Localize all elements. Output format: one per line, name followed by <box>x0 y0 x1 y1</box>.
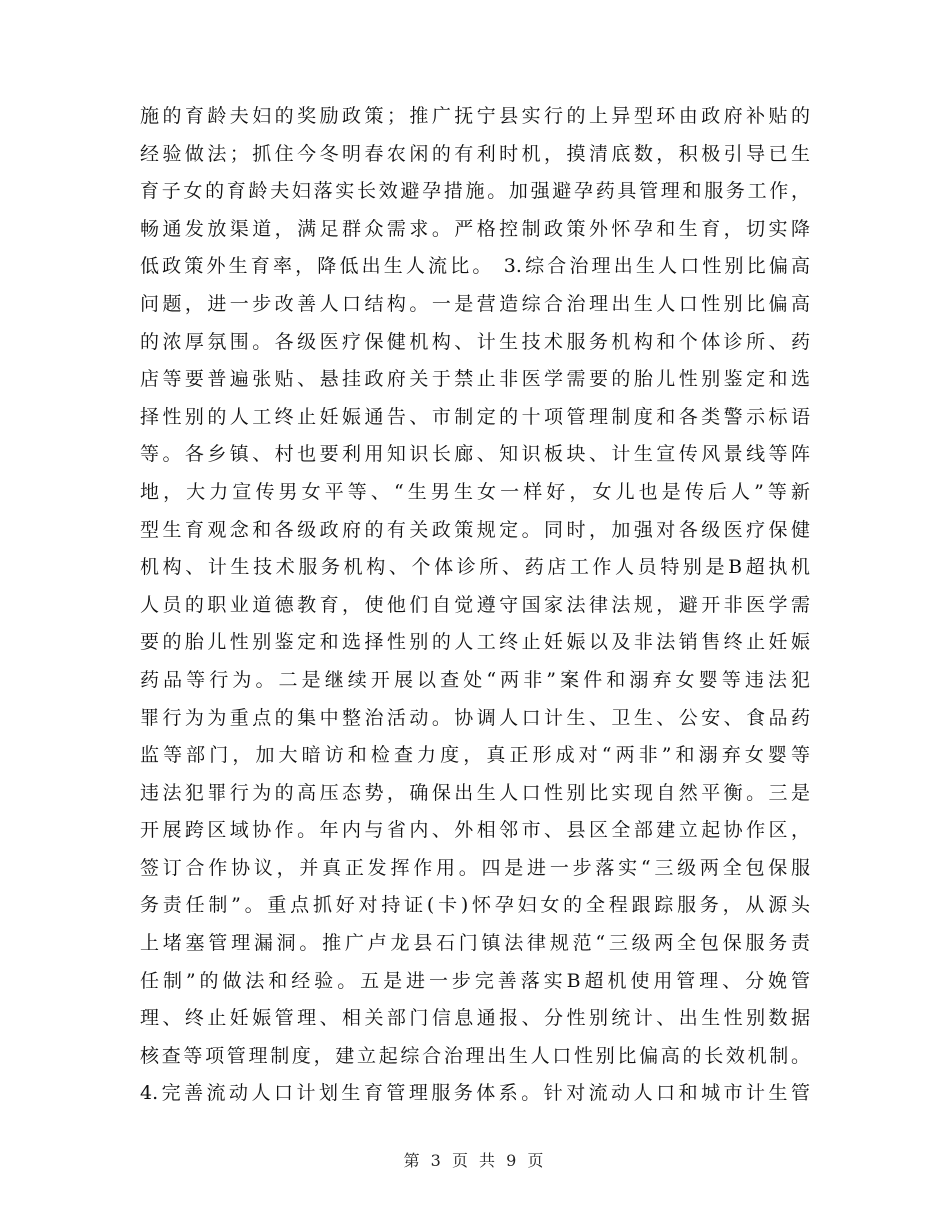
text-line: 型生育观念和各级政府的有关政策规定。同时，加强对各级医疗保健 <box>140 518 810 541</box>
text-line: 签订合作协议，并真正发挥作用。四是进一步落实“三级两全包保服 <box>140 856 810 879</box>
text-line: 店等要普遍张贴、悬挂政府关于禁止非医学需要的胎儿性别鉴定和选 <box>140 368 810 391</box>
text-line: 4.完善流动人口计划生育管理服务体系。针对流动人口和城市计生管 <box>140 1082 810 1105</box>
page-footer: 第 3 页 共 9 页 <box>403 1151 547 1170</box>
text-line: 的浓厚氛围。各级医疗保健机构、计生技术服务机构和个体诊所、药 <box>140 330 810 353</box>
text-line: 等。各乡镇、村也要利用知识长廊、知识板块、计生宣传风景线等阵 <box>140 443 810 466</box>
text-line: 开展跨区域协作。年内与省内、外相邻市、县区全部建立起协作区， <box>140 819 810 842</box>
text-line: 要的胎儿性别鉴定和选择性别的人工终止妊娠以及非法销售终止妊娠 <box>140 631 810 654</box>
text-line: 地，大力宣传男女平等、“生男生女一样好，女儿也是传后人”等新 <box>140 480 810 503</box>
text-line: 问题，进一步改善人口结构。一是营造综合治理出生人口性别比偏高 <box>140 292 810 315</box>
text-line: 人员的职业道德教育，使他们自觉遵守国家法律法规，避开非医学需 <box>140 593 810 616</box>
text-line: 理、终止妊娠管理、相关部门信息通报、分性别统计、出生性别数据 <box>140 1007 810 1030</box>
body-text <box>140 98 810 1113</box>
text-line: 经验做法；抓住今冬明春农闲的有利时机，摸清底数，积极引导已生 <box>140 142 810 165</box>
text-line: 施的育龄夫妇的奖励政策；推广抚宁县实行的上异型环由政府补贴的 <box>140 105 810 127</box>
text-line: 择性别的人工终止妊娠通告、市制定的十项管理制度和各类警示标语 <box>140 405 810 428</box>
text-line: 核查等项管理制度，建立起综合治理出生人口性别比偏高的长效机制。 <box>140 1044 810 1067</box>
text-line: 任制”的做法和经验。五是进一步完善落实B超机使用管理、分娩管 <box>140 969 810 992</box>
text-line: 育子女的育龄夫妇落实长效避孕措施。加强避孕药具管理和服务工作， <box>140 180 810 203</box>
text-line: 监等部门，加大暗访和检查力度，真正形成对“两非”和溺弃女婴等 <box>140 744 810 767</box>
text-line: 机构、计生技术服务机构、个体诊所、药店工作人员特别是B超执机 <box>140 556 810 579</box>
text-line: 上堵塞管理漏洞。推广卢龙县石门镇法律规范“三级两全包保服务责 <box>140 932 810 955</box>
text-line: 违法犯罪行为的高压态势，确保出生人口性别比实现自然平衡。三是 <box>140 781 810 804</box>
text-line: 务责任制”。重点抓好对持证(卡)怀孕妇女的全程跟踪服务，从源头 <box>140 894 810 917</box>
text-line: 畅通发放渠道，满足群众需求。严格控制政策外怀孕和生育，切实降 <box>140 217 810 240</box>
text-line: 低政策外生育率，降低出生人流比。 3.综合治理出生人口性别比偏高 <box>140 255 810 278</box>
text-line: 罪行为为重点的集中整治活动。协调人口计生、卫生、公安、食品药 <box>140 706 810 729</box>
text-line: 药品等行为。二是继续开展以查处“两非”案件和溺弃女婴等违法犯 <box>140 668 810 691</box>
